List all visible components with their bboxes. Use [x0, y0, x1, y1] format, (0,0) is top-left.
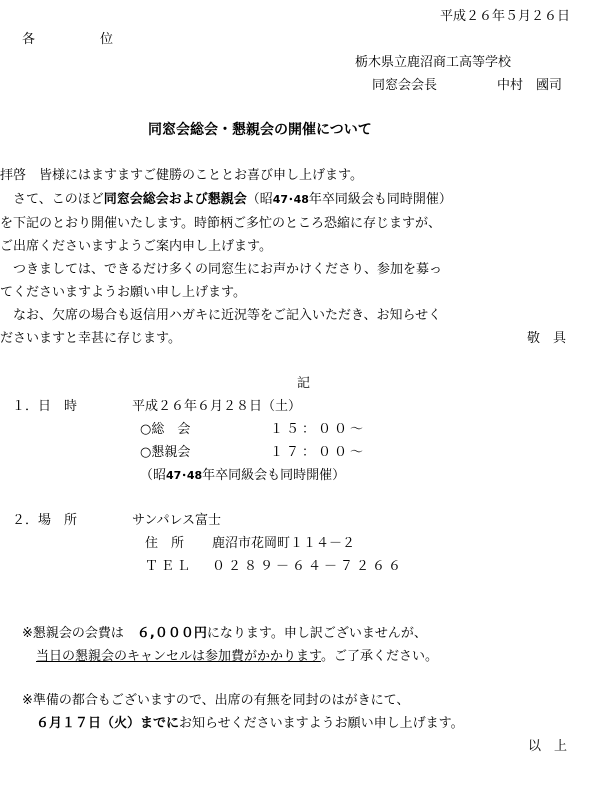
body-line: ださいますと幸甚に存じます。 — [0, 331, 181, 346]
issue-date: 平成２６年５月２６日 — [439, 9, 570, 24]
sokai-time: １５：００～ — [270, 422, 367, 437]
body-line: 拝啓 皆様にはますますご健勝のこととお喜び申し上げます。 — [0, 168, 363, 183]
body-line: なお、欠席の場合も返信用ハガキに近況等をご記入いただき、お知らせく — [0, 308, 442, 323]
page-title: 同窓会総会・懇親会の開催について — [148, 122, 372, 138]
konshin-time: １７：００～ — [270, 445, 367, 460]
sender-school: 栃木県立鹿沼商工高等学校 — [355, 55, 512, 70]
event-name: 同窓会総会および懇親会 — [103, 192, 247, 207]
body-line: を下記のとおり開催いたします。時節柄ご多忙のところ恐縮に存じますが、 — [0, 216, 441, 231]
body-line: さて、このほど同窓会総会および懇親会（昭47･48年卒同級会も同時開催） — [0, 192, 452, 207]
rsvp-deadline: ６月１７日（火）までにお知らせくださいますようお願い申し上げます。 — [36, 716, 464, 731]
fee-amount: ６,０００円 — [136, 626, 207, 641]
cancel-notice: 当日の懇親会のキャンセルは参加費がかかります。ご了承ください。 — [36, 649, 438, 664]
tel: ０２８９－６４－７２６６ — [212, 559, 405, 574]
venue-name: サンパレス富士 — [132, 513, 222, 528]
body-line: つきましては、できるだけ多くの同窓生にお声かけくださり、参加を募っ — [0, 262, 443, 277]
ending: 以 上 — [528, 739, 568, 754]
sokai-label: ○総 会 — [140, 422, 191, 437]
item2-label: ２．場 所 — [12, 513, 78, 528]
item1-label: １．日 時 — [12, 399, 78, 414]
addressee: 各 位 — [22, 32, 114, 47]
tel-label: ＴＥＬ — [145, 559, 194, 574]
address: 鹿沼市花岡町１１４－２ — [212, 536, 356, 551]
sender-title: 同窓会会長 — [372, 78, 438, 93]
fee-notice: ※懇親会の会費は ６,０００円になります。申し訳ございませんが、 — [22, 626, 427, 641]
reunion-note: （昭47･48年卒同級会も同時開催） — [140, 468, 346, 483]
event-date: 平成２６年６月２８日（土） — [132, 399, 302, 414]
body-line: ご出席くださいますようご案内申し上げます。 — [0, 239, 272, 254]
konshin-label: ○懇親会 — [140, 445, 191, 460]
address-label: 住 所 — [145, 536, 185, 551]
ki-heading: 記 — [297, 376, 311, 391]
closing: 敬 具 — [527, 331, 567, 346]
sender-name: 中村 國司 — [497, 78, 563, 93]
rsvp-notice: ※準備の都合もございますので、出席の有無を同封のはがきにて、 — [22, 693, 410, 708]
body-line: てくださいますようお願い申し上げます。 — [0, 285, 246, 300]
